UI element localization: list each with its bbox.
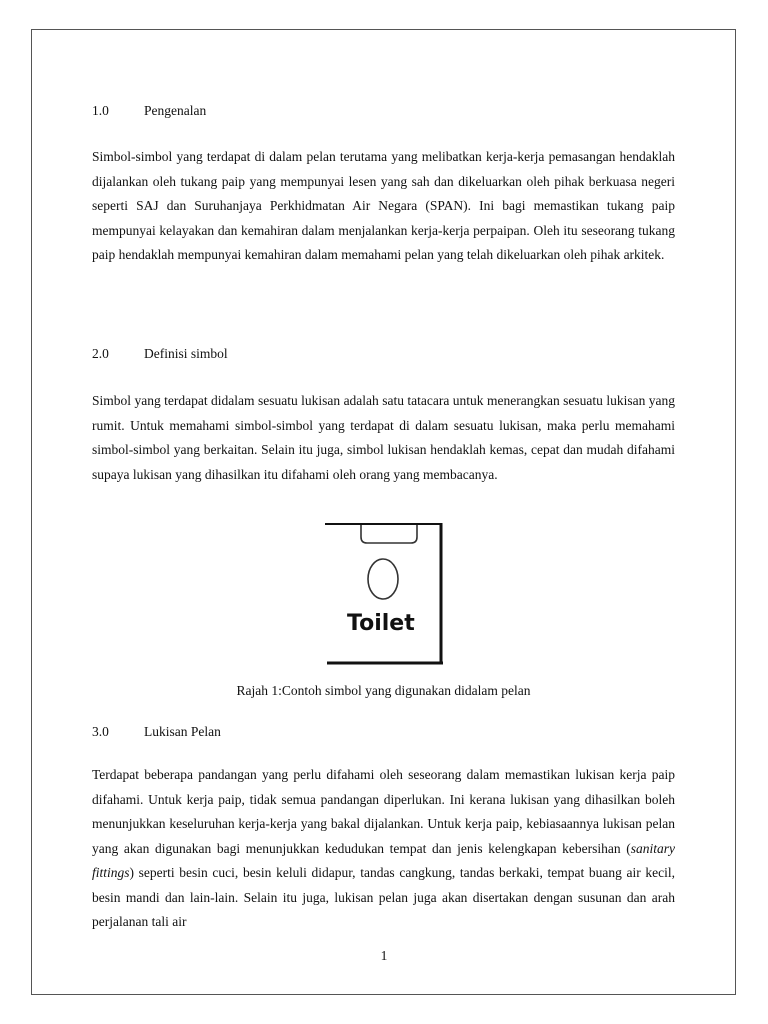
toilet-symbol-figure [325, 523, 443, 666]
paragraph-text: Terdapat beberapa pandangan yang perlu difahami oleh seseorang dalam memastikan lukisan kerja paip difahami. Untuk kerja paip, tidak semua pandangan diperlukan. Ini kerana lukisan yang dihasilkan boleh menunjukkan keseluruhan kerja-kerja yang bakal dijalankan. Untuk kerja paip, kebiasaannya lukisan pelan yang akan digunakan bagi menunjukkan kedudukan tempat dan jenis kelengkapan kebersihan ( [92, 767, 675, 856]
section-number: 2.0 [92, 346, 109, 361]
paragraph-introduction: Simbol-simbol yang terdapat di dalam pelan terutama yang melibatkan kerja-kerja pemasangan hendaklah dijalankan oleh tukang paip yang mempunyai lesen yang sah dan dikeluarkan oleh pihak berkuasa negeri seperti SAJ dan Suruhanjaya Perkhidmatan Air Negara (SPAN). Ini bagi memastikan tukang paip mempunyai kelayakan dan kemahiran dalam menjalankan kerja-kerja perpaipan. Oleh itu seseorang tukang paip hendaklah mempunyai kemahiran dalam memahami pelan yang telah dikeluarkan oleh pihak arkitek. [92, 149, 675, 262]
section-heading-1 [92, 103, 206, 119]
section-title: Lukisan Pelan [144, 724, 221, 739]
section-number: 1.0 [92, 103, 109, 118]
paragraph-text: ) seperti besin cuci, besin keluli didapur, tandas cangkung, tandas berkaki, tempat buang air kecil, besin mandi dan lain-lain. Selain itu juga, lukisan pelan juga akan disertakan dengan susunan dan arah perjalanan tali air [92, 865, 675, 929]
italic-term: sanitary fittings [92, 840, 675, 880]
toilet-label: Toilet [347, 611, 415, 636]
paragraph-floor-plan [92, 763, 675, 935]
section-heading-2 [92, 346, 228, 362]
section-title: Pengenalan [144, 103, 207, 118]
figure-caption: Rajah 1:Contoh simbol yang digunakan didalam pelan [236, 683, 531, 698]
toilet-icon [325, 523, 443, 666]
paragraph-symbol-definition: Simbol yang terdapat didalam sesuatu lukisan adalah satu tatacara untuk menerangkan sesuatu lukisan yang rumit. Untuk memahami simbol-simbol yang terdapat di dalam sesuatu lukisan, maka perlu memahami simbol-simbol yang berkaitan. Selain itu juga, simbol lukisan hendaklah kemas, cepat dan mudah difahami supaya lukisan yang dihasilkan itu difahami oleh orang yang membacanya. [92, 393, 675, 482]
section-title: Definisi simbol [144, 346, 228, 361]
section-number: 3.0 [92, 724, 109, 739]
page-number: 1 [380, 948, 388, 963]
section-heading-3 [92, 724, 221, 740]
